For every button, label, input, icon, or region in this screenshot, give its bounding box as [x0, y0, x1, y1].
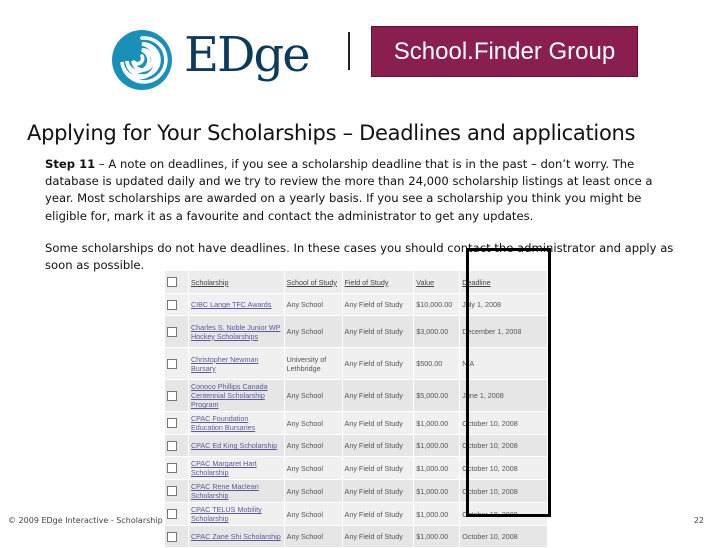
cell-scholarship[interactable]: CPAC Margaret Hart Scholarship — [188, 457, 284, 480]
row-checkbox[interactable] — [167, 509, 177, 519]
cell-deadline: October 10, 2008 — [460, 412, 548, 435]
cell-school: Any School — [284, 435, 342, 457]
cell-value: $1,000.00 — [414, 457, 460, 480]
row-select-cell[interactable] — [165, 480, 189, 503]
cell-value: $1,000.00 — [414, 412, 460, 435]
row-checkbox[interactable] — [167, 441, 177, 451]
row-select-cell[interactable] — [165, 435, 189, 457]
slide-title: Applying for Your Scholarships – Deadlines and applications — [27, 121, 636, 145]
cell-value: $500.00 — [414, 348, 460, 380]
cell-field: Any Field of Study — [342, 526, 414, 548]
row-select-cell[interactable] — [165, 412, 189, 435]
row-checkbox[interactable] — [167, 532, 177, 542]
row-select-cell[interactable] — [165, 380, 189, 412]
cell-field: Any Field of Study — [342, 480, 414, 503]
cell-scholarship[interactable]: Charles S. Noble Junior WP Hockey Scholarships — [188, 316, 284, 348]
cell-deadline: October 10, 2008 — [460, 503, 548, 526]
row-select-cell[interactable] — [165, 316, 189, 348]
cell-value: $5,000.00 — [414, 380, 460, 412]
cell-value: $1,000.00 — [414, 480, 460, 503]
row-checkbox[interactable] — [167, 418, 177, 428]
select-all-checkbox[interactable] — [167, 277, 177, 287]
cell-field: Any Field of Study — [342, 316, 414, 348]
cell-school: University of Lethbridge — [284, 348, 342, 380]
edge-logo — [110, 26, 360, 90]
row-select-cell[interactable] — [165, 457, 189, 480]
cell-school: Any School — [284, 526, 342, 548]
cell-scholarship[interactable]: CPAC Zane Shi Scholarship — [188, 526, 284, 548]
row-select-cell[interactable] — [165, 526, 189, 548]
cell-school: Any School — [284, 457, 342, 480]
brand-banner — [371, 26, 638, 77]
step-label: Step 11 — [45, 157, 96, 171]
cell-scholarship[interactable]: Conoco Phillips Canada Centennial Scholarship Program — [188, 380, 284, 412]
row-checkbox[interactable] — [167, 391, 177, 401]
deadline-note: Some scholarships do not have deadlines. In these cases you should contact the administrator and apply as soon as possible. — [45, 241, 674, 273]
cell-school: Any School — [284, 380, 342, 412]
header-deadline[interactable]: Deadline — [460, 271, 548, 294]
cell-value: $1,000.00 — [414, 435, 460, 457]
cell-scholarship[interactable]: CPAC TELUS Mobility Scholarship — [188, 503, 284, 526]
logo-divider — [348, 32, 350, 70]
cell-value: $1,000.00 — [414, 526, 460, 548]
cell-scholarship[interactable]: CPAC Rene Maclean Scholarship — [188, 480, 284, 503]
cell-deadline: December 1, 2008 — [460, 316, 548, 348]
cell-school: Any School — [284, 412, 342, 435]
cell-school: Any School — [284, 316, 342, 348]
row-checkbox[interactable] — [167, 359, 177, 369]
swirl-logo-icon — [110, 28, 174, 92]
cell-field: Any Field of Study — [342, 412, 414, 435]
cell-field: Any Field of Study — [342, 380, 414, 412]
cell-field: Any Field of Study — [342, 435, 414, 457]
cell-school: Any School — [284, 503, 342, 526]
page-number: 22 — [693, 516, 704, 525]
cell-field: Any Field of Study — [342, 348, 414, 380]
cell-school: Any School — [284, 480, 342, 503]
cell-deadline: October 10, 2008 — [460, 457, 548, 480]
cell-field: Any Field of Study — [342, 503, 414, 526]
cell-deadline: July 1, 2008 — [460, 294, 548, 316]
cell-scholarship[interactable]: CPAC Foundation Education Bursaries — [188, 412, 284, 435]
cell-deadline: October 10, 2008 — [460, 435, 548, 457]
cell-deadline: N/A — [460, 348, 548, 380]
brand-label: School.Finder Group — [393, 37, 616, 65]
logo-wordmark: EDge — [184, 27, 309, 83]
cell-value: $10,000.00 — [414, 294, 460, 316]
header-field[interactable]: Field of Study — [342, 271, 414, 294]
cell-school: Any School — [284, 294, 342, 316]
step-paragraph — [45, 156, 675, 225]
row-checkbox[interactable] — [167, 327, 177, 337]
cell-deadline: June 1, 2008 — [460, 380, 548, 412]
table-row — [165, 526, 548, 548]
cell-value: $1,000.00 — [414, 503, 460, 526]
cell-scholarship[interactable]: CIBC Lange TFC Awards — [188, 294, 284, 316]
deadline-highlight-box — [466, 248, 551, 517]
row-checkbox[interactable] — [167, 300, 177, 310]
row-checkbox[interactable] — [167, 486, 177, 496]
row-select-cell[interactable] — [165, 294, 189, 316]
cell-field: Any Field of Study — [342, 457, 414, 480]
row-checkbox[interactable] — [167, 463, 177, 473]
cell-scholarship[interactable]: Christopher Newman Bursary — [188, 348, 284, 380]
cell-field: Any Field of Study — [342, 294, 414, 316]
cell-scholarship[interactable]: CPAC Ed King Scholarship — [188, 435, 284, 457]
step-text: – A note on deadlines, if you see a scholarship deadline that is in the past – don’t worry. The database is updated daily and we try to review the more than 24,000 scholarship listings at least once a year. Most scholarships are awarded on a yearly basis. If you see a scholarship you think you might be eligible for, mark it as a favourite and contact the administrator to get any updates. — [45, 157, 653, 223]
cell-deadline: October 10, 2008 — [460, 526, 548, 548]
header-school[interactable]: School of Study — [284, 271, 342, 294]
cell-deadline: October 10, 2008 — [460, 480, 548, 503]
row-select-cell[interactable] — [165, 348, 189, 380]
header-scholarship[interactable]: Scholarship — [188, 271, 284, 294]
select-all-cell[interactable] — [165, 271, 189, 294]
footer-copyright: © 2009 EDge Interactive - Scholarship — [8, 516, 163, 525]
cell-value: $3,000.00 — [414, 316, 460, 348]
row-select-cell[interactable] — [165, 503, 189, 526]
header-value[interactable]: Value — [414, 271, 460, 294]
